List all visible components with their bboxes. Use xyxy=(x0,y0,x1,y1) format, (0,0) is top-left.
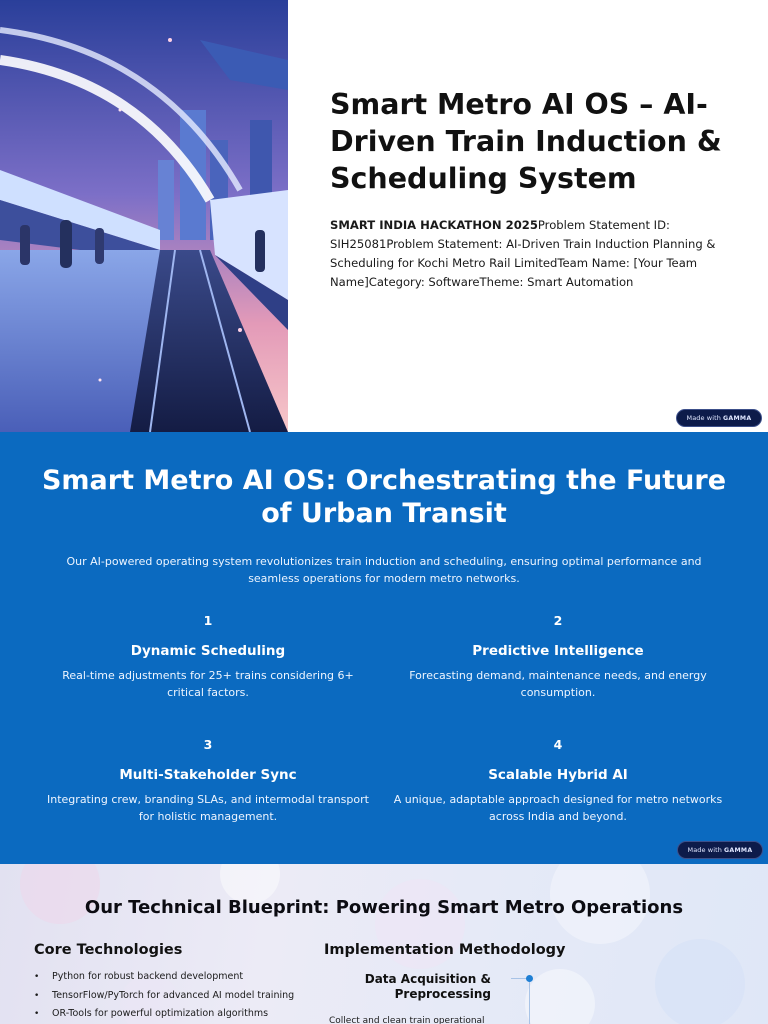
timeline-connector xyxy=(511,978,527,979)
bullet-icon: • xyxy=(34,972,40,982)
feature-title: Dynamic Scheduling xyxy=(130,643,286,659)
feature-description: Forecasting demand, maintenance needs, and energy consumption. xyxy=(409,669,707,699)
feature-card xyxy=(393,736,723,825)
blueprint-title: Our Technical Blueprint: Powering Smart Metro Operations xyxy=(84,897,684,918)
feature-description: Real-time adjustments for 25+ trains considering 6+ critical factors. xyxy=(62,669,354,699)
title-slide xyxy=(0,0,768,432)
feature-card xyxy=(43,612,373,701)
feature-description: Integrating crew, branding SLAs, and intermodal transport for holistic management. xyxy=(47,793,369,823)
step-title: Data Acquisition & Preprocessing xyxy=(364,972,491,1001)
made-with-gamma-badge[interactable] xyxy=(676,409,762,427)
list-item: • OR-Tools for powerful optimization algorithms xyxy=(34,1005,294,1024)
feature-card xyxy=(43,736,373,825)
overview-slide xyxy=(0,432,768,864)
feature-title: Predictive Intelligence xyxy=(472,643,644,659)
feature-title: Scalable Hybrid AI xyxy=(488,767,628,783)
timeline-dot-icon xyxy=(526,975,533,982)
core-technologies-list xyxy=(34,968,294,1024)
feature-number: 4 xyxy=(553,737,563,752)
hackathon-label: SMART INDIA HACKATHON 2025 xyxy=(330,218,538,232)
badge-prefix: Made with xyxy=(687,846,722,854)
feature-number: 1 xyxy=(203,613,213,628)
bullet-icon: • xyxy=(34,1009,40,1019)
gamma-logo: GAMMA xyxy=(723,415,752,422)
slide-title: Smart Metro AI OS – AI-Driven Train Induction & Scheduling System xyxy=(330,88,722,195)
feature-title: Multi-Stakeholder Sync xyxy=(119,767,297,783)
step-description: Collect and clean train operational xyxy=(329,1016,485,1024)
feature-card xyxy=(393,612,723,701)
feature-number: 2 xyxy=(553,613,563,628)
implementation-heading: Implementation Methodology xyxy=(324,942,566,958)
problem-details: Problem Statement ID: SIH25081Problem Statement: AI-Driven Train Induction Planning & Scheduling for Kochi Metro Rail LimitedTeam Name: [Your Team Name]Category: SoftwareTheme: Smart Automation xyxy=(330,218,716,289)
gamma-logo: GAMMA xyxy=(724,847,753,854)
made-with-gamma-badge[interactable] xyxy=(677,841,763,859)
bullet-icon: • xyxy=(34,990,40,1001)
overview-title: Smart Metro AI OS: Orchestrating the Future of Urban Transit xyxy=(41,465,727,529)
list-item: • TensorFlow/PyTorch for advanced AI model training xyxy=(34,987,294,1006)
technical-blueprint-slide xyxy=(0,864,768,1024)
hackathon-details xyxy=(330,216,730,292)
badge-prefix: Made with xyxy=(686,414,721,422)
timeline-line xyxy=(529,982,530,1024)
core-technologies-heading: Core Technologies xyxy=(34,942,183,958)
list-item: • Python for robust backend development xyxy=(34,968,294,987)
feature-number: 3 xyxy=(203,737,213,752)
metro-station-illustration xyxy=(0,0,288,432)
overview-intro: Our AI-powered operating system revolutionizes train induction and scheduling, ensuring optimal performance and seamless operations for modern metro networks. xyxy=(66,555,702,585)
feature-description: A unique, adaptable approach designed for metro networks across India and beyond. xyxy=(393,793,723,823)
hero-image xyxy=(0,0,288,432)
